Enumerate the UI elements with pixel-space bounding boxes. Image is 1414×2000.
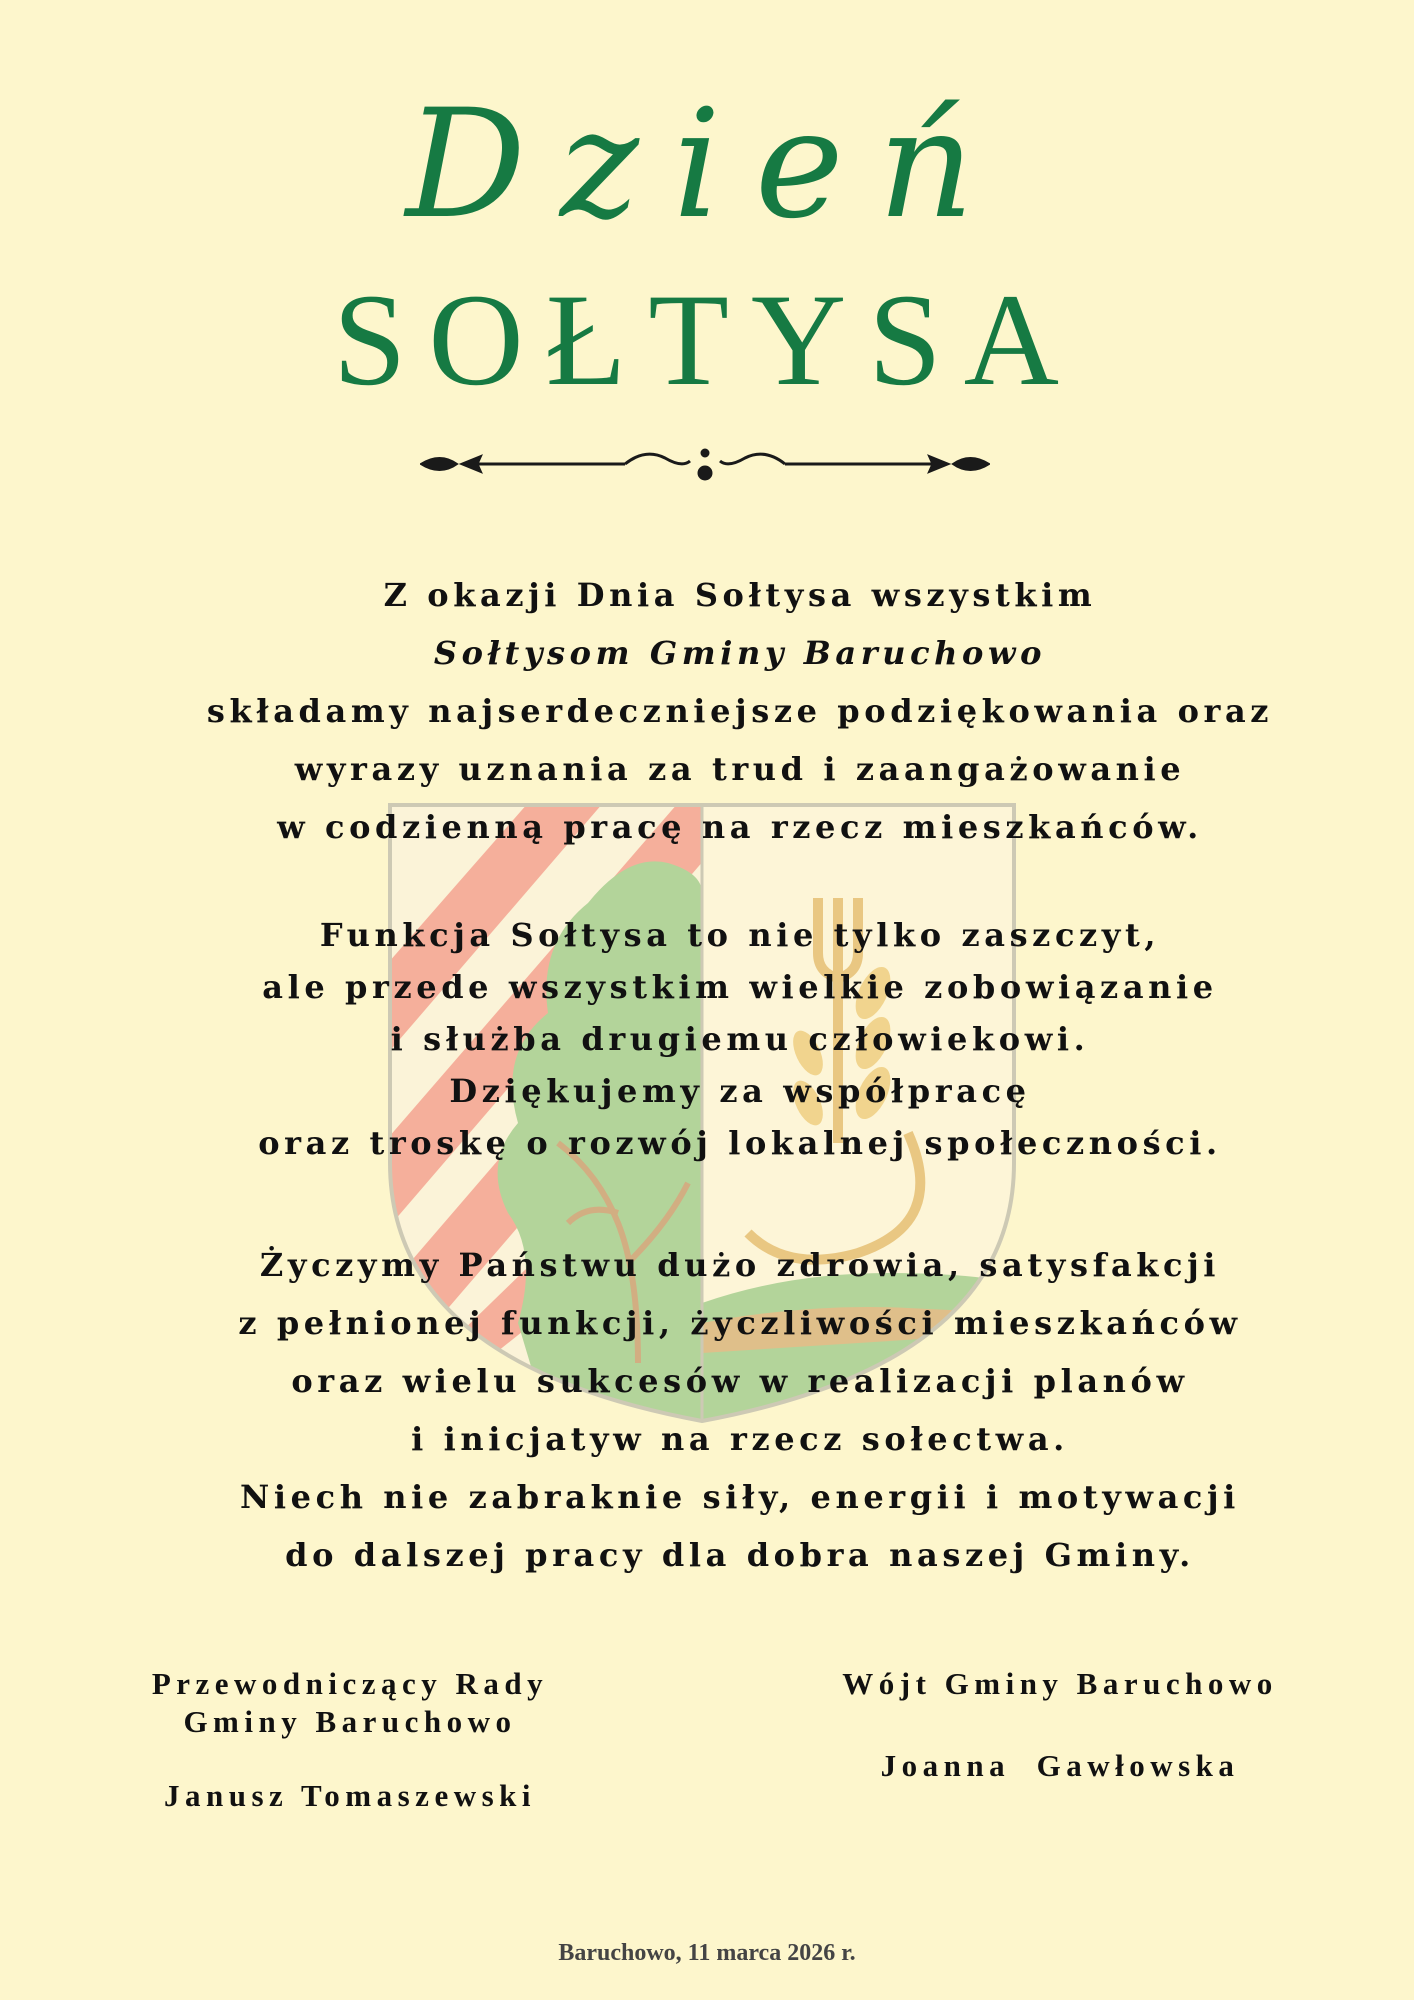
text-line: Z okazji Dnia Sołtysa wszystkim (383, 576, 1097, 614)
text-line: do dalszej pracy dla dobra naszej Gminy. (285, 1536, 1195, 1574)
text-line: ale przede wszystkim wielkie zobowiązanie (262, 968, 1218, 1006)
text-line: oraz wielu sukcesów w realizacji planów (291, 1362, 1189, 1400)
signature-name: Janusz Tomaszewski (163, 1778, 537, 1813)
signature-left (110, 1665, 590, 1815)
text-line: Dziękujemy za współpracę (449, 1072, 1031, 1110)
document-date: Baruchowo, 11 marca 2026 r. (558, 1940, 856, 1966)
text-line: Sołtysom Gminy Baruchowo (433, 634, 1047, 672)
text-line: wyrazy uznania za trud i zaangażowanie (294, 750, 1186, 788)
text-line: Życzymy Państwu dużo zdrowia, satysfakcji (259, 1246, 1221, 1284)
signature-name: Joanna Gawłowska (880, 1748, 1240, 1783)
signature-role: Wójt Gminy Baruchowo (842, 1666, 1278, 1701)
text-line: Niech nie zabraknie siły, energii i motywacji (240, 1478, 1240, 1516)
signature-right (815, 1665, 1305, 1785)
title-main: SOŁTYSA (332, 266, 1082, 413)
greeting-paragraph-2 (150, 909, 1330, 1169)
signature-role: Gminy Baruchowo (183, 1704, 517, 1739)
text-line: i służba drugiemu człowiekowi. (390, 1020, 1090, 1058)
text-line: oraz troskę o rozwój lokalnej społeczności. (258, 1124, 1222, 1162)
title-script: Dzień (405, 78, 1009, 252)
flourish-divider-icon (420, 443, 990, 485)
greeting-paragraph-3 (150, 1236, 1330, 1584)
text-line: w codzienną pracę na rzecz mieszkańców. (277, 808, 1203, 846)
signature-role: Przewodniczący Rady (151, 1666, 549, 1701)
text-line: i inicjatyw na rzecz sołectwa. (411, 1420, 1069, 1458)
text-line: składamy najserdeczniejsze podziękowania oraz (206, 692, 1274, 730)
greeting-paragraph-1 (150, 566, 1330, 856)
text-line: Funkcja Sołtysa to nie tylko zaszczyt, (319, 916, 1161, 954)
text-line: z pełnionej funkcji, życzliwości mieszkańców (238, 1304, 1242, 1342)
